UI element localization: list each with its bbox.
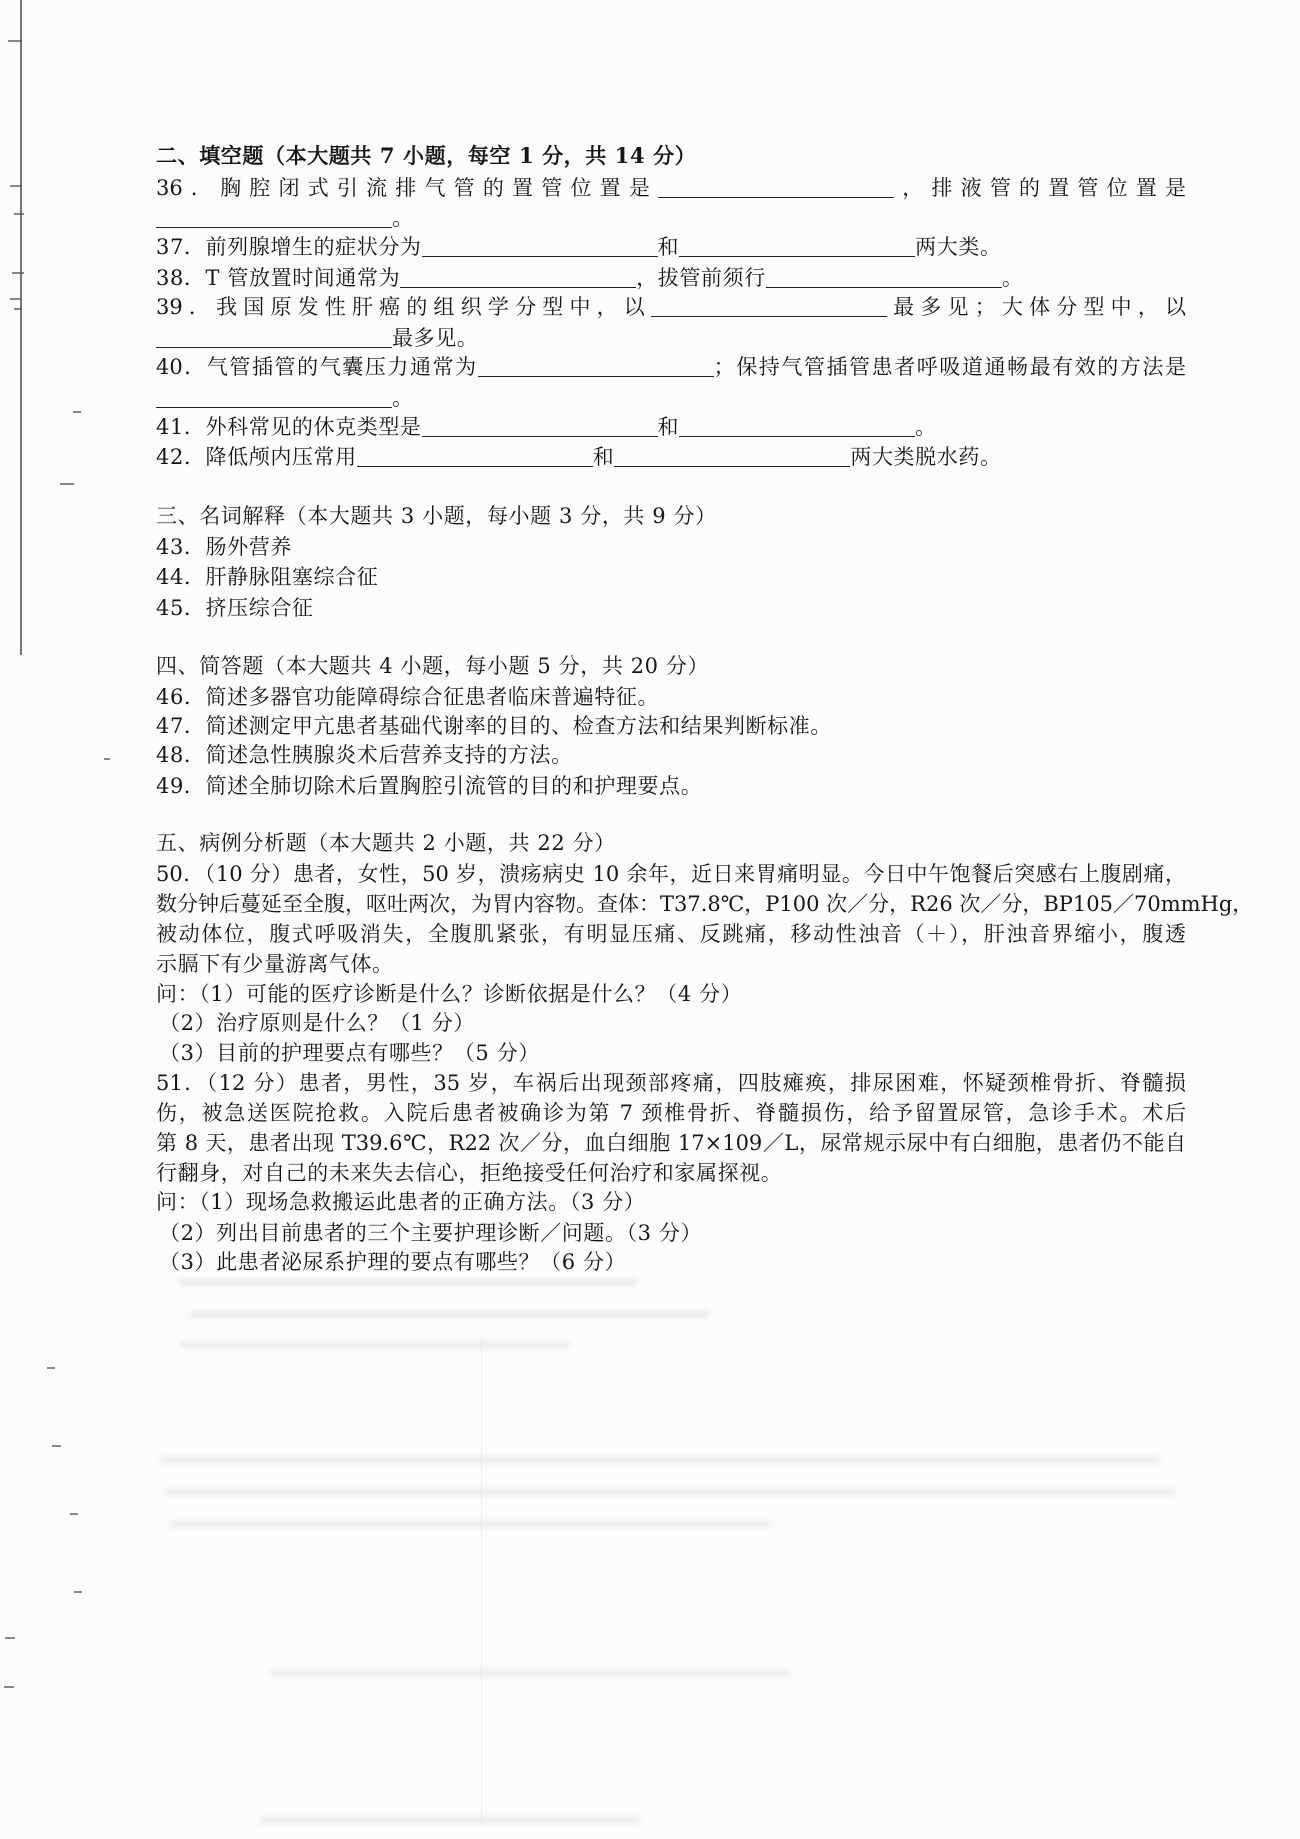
bleed-through-shadow [170, 1520, 770, 1529]
bleed-through-shadow [165, 1488, 1175, 1497]
short-answer-question-49: 49．简述全肺切除术后置胸腔引流管的目的和护理要点。 [156, 774, 703, 798]
scan-dust-mark [70, 1513, 78, 1515]
bleed-through-shadow [270, 1668, 790, 1677]
scan-dust-mark [52, 1445, 61, 1447]
section-heading-fill-in: 二、填空题（本大题共 7 小题，每空 1 分，共 14 分） [156, 143, 697, 168]
question-36-text: 。 [392, 206, 414, 230]
question-37-text: 和 [657, 235, 680, 259]
case-50-text-line: 被动体位，腹式呼吸消失，全腹肌紧张，有明显压痛、反跳痛，移动性浊音（＋），肝浊音界缩小，腹透 [156, 922, 1186, 946]
answer-blank [357, 445, 593, 467]
answer-blank [156, 206, 392, 228]
bleed-through-fold-line [481, 1340, 482, 1820]
answer-blank [766, 266, 1002, 288]
case-51-question: 问：（1）现场急救搬运此患者的正确方法。（3 分） [156, 1190, 646, 1214]
case-51-text-line: 行翻身，对自己的未来失去信心，拒绝接受任何治疗和家属探视。 [156, 1161, 783, 1185]
case-50-text-line: 数分钟后蔓延至全腹，呕吐两次，为胃内容物。查体：T37.8℃，P100 次／分，R26 次／分，BP105／70mmHg， [156, 892, 1254, 916]
short-answer-question-48: 48．简述急性胰腺炎术后营养支持的方法。 [156, 743, 573, 767]
scan-dust-mark [73, 411, 81, 413]
bleed-through-shadow [178, 1278, 638, 1287]
answer-blank [400, 266, 636, 288]
answer-blank [658, 176, 894, 198]
question-36-line-1 [156, 173, 1186, 203]
term-question-44: 44．肝静脉阻塞综合征 [156, 565, 379, 589]
term-question-45: 45．挤压综合征 [156, 596, 314, 620]
case-51-question: （3）此患者泌尿系护理的要点有哪些？（6 分） [159, 1250, 627, 1274]
case-50-text-line: 50．（10 分）患者，女性，50 岁，溃疡病史 10 余年，近日来胃痛明显。今日中午饱餐后突感右上腹剧痛， [156, 862, 1186, 886]
question-36-line-2 [156, 203, 414, 233]
answer-blank [614, 445, 850, 467]
term-question-43: 43．肠外营养 [156, 535, 292, 559]
question-36-text: ，排液管的置管位置是 [894, 176, 1186, 200]
case-51-question: （2）列出目前患者的三个主要护理诊断／问题。（3 分） [159, 1221, 703, 1245]
scan-edge-mark [10, 298, 20, 300]
bleed-through-shadow [160, 1455, 1160, 1464]
question-41-text: 。 [915, 415, 937, 439]
question-41-text: 41．外科常见的休克类型是 [156, 415, 422, 439]
short-answer-question-46: 46．简述多器官功能障碍综合征患者临床普遍特征。 [156, 685, 660, 709]
scan-dust-mark [60, 483, 74, 485]
question-37 [156, 232, 1002, 262]
question-40-text: ；保持气管插管患者呼吸道通畅最有效的方法是 [713, 355, 1186, 379]
scan-dust-mark [104, 758, 110, 760]
question-40-line-2 [156, 383, 414, 413]
answer-blank [679, 415, 915, 437]
answer-blank [422, 235, 658, 257]
question-40-line-1 [156, 352, 1186, 382]
question-40-text: 。 [392, 386, 414, 410]
section-heading-short-answer: 四、简答题（本大题共 4 小题，每小题 5 分，共 20 分） [156, 654, 710, 678]
bleed-through-shadow [260, 1816, 640, 1825]
answer-blank [422, 415, 658, 437]
scan-edge-mark [12, 272, 24, 274]
question-39-line-1 [156, 292, 1186, 322]
case-50-question: （2）治疗原则是什么？（1 分） [159, 1011, 475, 1035]
question-36-text: 36．胸腔闭式引流排气管的置管位置是 [156, 176, 659, 200]
bleed-through-shadow [180, 1340, 570, 1349]
question-37-text: 两大类。 [915, 235, 1002, 259]
case-50-question: （3）目前的护理要点有哪些？（5 分） [159, 1041, 540, 1065]
answer-blank [679, 235, 915, 257]
answer-blank [156, 386, 392, 408]
scan-edge-mark [10, 185, 22, 187]
question-39-text: 最多见。 [392, 326, 479, 350]
question-42 [156, 442, 1002, 472]
scan-dust-mark [4, 1686, 14, 1688]
scan-dust-mark [47, 1367, 55, 1369]
case-51-text-line: 伤，被急送医院抢救。入院后患者被确诊为第 7 颈椎骨折、脊髓损伤，给予留置尿管，急诊手术。术后 [156, 1101, 1186, 1125]
case-51-text-line: 51．（12 分）患者，男性，35 岁，车祸后出现颈部疼痛，四肢瘫痪，排尿困难，怀疑颈椎骨折、脊髓损 [156, 1071, 1186, 1095]
case-50-question: 问：（1）可能的医疗诊断是什么？诊断依据是什么？（4 分） [156, 982, 743, 1006]
question-42-text: 42．降低颅内压常用 [156, 445, 357, 469]
scan-edge-mark [14, 213, 24, 215]
section-heading-case-analysis: 五、病例分析题（本大题共 2 小题，共 22 分） [156, 831, 616, 855]
short-answer-question-47: 47．简述测定甲亢患者基础代谢率的目的、检查方法和结果判断标准。 [156, 714, 832, 738]
question-40-text: 40．气管插管的气囊压力通常为 [156, 355, 478, 379]
scan-dust-mark [5, 1637, 15, 1639]
question-38-text: 38．T 管放置时间通常为 [156, 266, 401, 290]
question-38 [156, 263, 1023, 293]
scan-dust-mark [74, 1591, 82, 1593]
question-41-text: 和 [657, 415, 680, 439]
question-41 [156, 412, 937, 442]
case-51-text-line: 第 8 天，患者出现 T39.6℃，R22 次／分，血白细胞 17×109／L，尿常规示尿中有白细胞，患者仍不能自 [156, 1131, 1186, 1155]
question-42-text: 和 [592, 445, 615, 469]
answer-blank [156, 326, 392, 348]
question-39-text: 39．我国原发性肝癌的组织学分型中，以 [156, 295, 651, 319]
answer-blank [651, 295, 887, 317]
bleed-through-shadow [190, 1310, 710, 1319]
question-38-text: 。 [1001, 266, 1024, 290]
scan-edge-mark [8, 40, 22, 42]
scan-edge-mark [14, 308, 22, 310]
question-39-text: 最多见；大体分型中，以 [887, 295, 1186, 319]
section-heading-terms: 三、名词解释（本大题共 3 小题，每小题 3 分，共 9 分） [156, 504, 717, 528]
question-37-text: 37．前列腺增生的症状分为 [156, 235, 422, 259]
scan-binding-edge-line [20, 0, 22, 655]
answer-blank [478, 355, 714, 377]
question-38-text: ，拔管前须行 [636, 266, 766, 290]
question-39-line-2 [156, 323, 478, 353]
case-50-text-line: 示膈下有少量游离气体。 [156, 952, 394, 976]
question-42-text: 两大类脱水药。 [850, 445, 1002, 469]
